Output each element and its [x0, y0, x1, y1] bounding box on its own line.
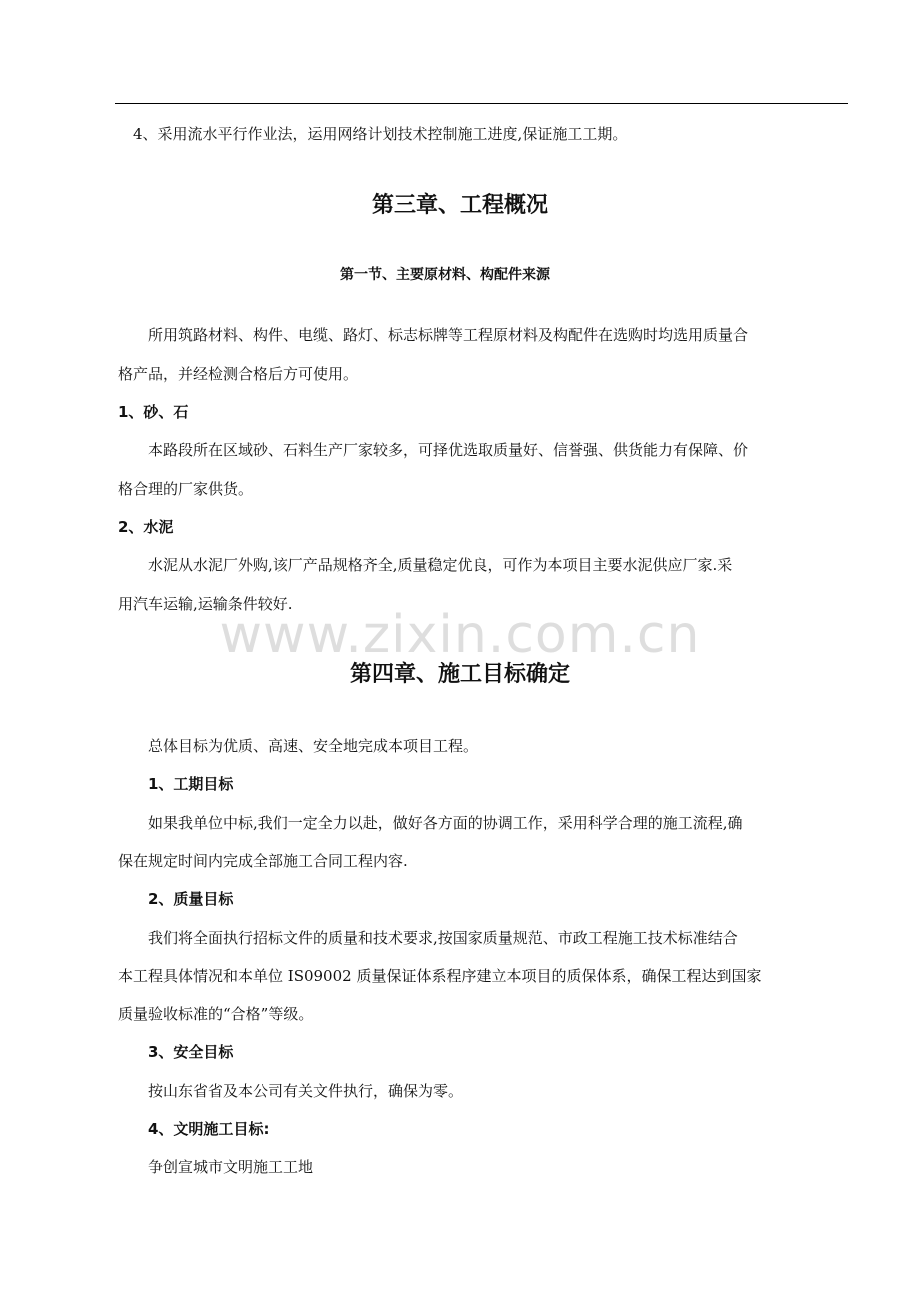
- item2-line1: 水泥从水泥厂外购,该厂产品规格齐全,质量稳定优良，可作为本项目主要水泥供应厂家.采: [148, 556, 733, 574]
- goal3-heading: 3、安全目标: [148, 1043, 234, 1061]
- watermark: www.zixin.com.cn: [219, 605, 701, 665]
- goal2-heading: 2、质量目标: [148, 890, 234, 908]
- goal1-line2: 保在规定时间内完成全部施工合同工程内容.: [118, 852, 408, 870]
- goal2-line3: 质量验收标准的“合格”等级。: [118, 1005, 314, 1023]
- goal2-line1: 我们将全面执行招标文件的质量和技术要求,按国家质量规范、市政工程施工技术标准结合: [148, 929, 738, 947]
- item1-line1: 本路段所在区域砂、石料生产厂家较多，可择优选取质量好、信誉强、供货能力有保障、价: [148, 441, 749, 459]
- goal1-heading: 1、工期目标: [148, 775, 234, 793]
- section1-title: 第一节、主要原材料、构配件来源: [340, 267, 550, 283]
- chapter3-title: 第三章、工程概况: [371, 193, 548, 218]
- header-rule: [115, 103, 848, 104]
- para1-line2: 格产品，并经检测合格后方可使用。: [118, 365, 359, 383]
- goal3-line1: 按山东省省及本公司有关文件执行，确保为零。: [148, 1082, 464, 1100]
- chapter4-title: 第四章、施工目标确定: [349, 662, 570, 687]
- intro-item: 4、采用流水平行作业法，运用网络计划技术控制施工进度,保证施工工期。: [133, 125, 628, 143]
- overall-goal: 总体目标为优质、高速、安全地完成本项目工程。: [148, 737, 479, 755]
- goal4-line1: 争创宣城市文明施工工地: [148, 1158, 314, 1176]
- item2-heading: 2、水泥: [118, 518, 174, 536]
- goal4-heading: 4、文明施工目标:: [148, 1120, 270, 1138]
- item1-heading: 1、砂、石: [118, 403, 189, 421]
- goal2-line2: 本工程具体情况和本单位 IS09002 质量保证体系程序建立本项目的质保体系，确保工程达到国家: [118, 967, 762, 985]
- goal1-line1: 如果我单位中标,我们一定全力以赴，做好各方面的协调工作，采用科学合理的施工流程,确: [148, 814, 743, 832]
- item1-line2: 格合理的厂家供货。: [118, 480, 254, 498]
- item2-line2: 用汽车运输,运输条件较好.: [118, 595, 293, 613]
- para1-line1: 所用筑路材料、构件、电缆、路灯、标志标牌等工程原材料及构配件在选购时均选用质量合: [148, 326, 749, 344]
